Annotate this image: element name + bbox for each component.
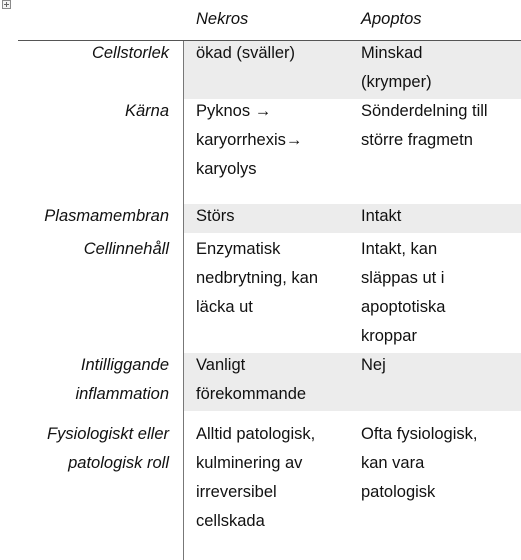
header-nekros: Nekros	[196, 10, 249, 28]
table-move-handle-icon[interactable]	[2, 0, 11, 9]
header-apoptos: Apoptos	[361, 10, 422, 28]
cell-apoptos-cellinnehall: Intakt, kan släppas ut i apoptotiska kroppar	[361, 240, 446, 345]
cell-apoptos-plasmamembran: Intakt	[361, 207, 402, 225]
row-label-cellinnehall: Cellinnehåll	[83, 240, 169, 258]
row-label-karna: Kärna	[124, 102, 169, 120]
cell-apoptos-roll: Ofta fysiologisk, kan vara patologisk	[361, 425, 478, 501]
cell-nekros-plasmamembran: Störs	[196, 207, 235, 225]
row-label-inflammation: Intilliggande inflammation	[75, 356, 169, 403]
comparison-table	[18, 0, 521, 560]
column-divider	[183, 41, 184, 560]
cell-nekros-cellstorlek: ökad (sväller)	[196, 44, 296, 62]
row-label-cellstorlek: Cellstorlek	[91, 44, 169, 62]
cell-nekros-inflammation: Vanligt förekommande	[196, 356, 307, 403]
row-label-roll: Fysiologiskt eller patologisk roll	[47, 425, 169, 472]
cell-apoptos-karna: Sönderdelning till större fragmetn	[361, 102, 488, 149]
cell-nekros-roll: Alltid patologisk, kulminering av irreversibel cellskada	[196, 425, 316, 530]
row-label-plasmamembran: Plasmamembran	[44, 207, 169, 225]
row-band-plasmamembran	[184, 204, 521, 233]
cell-apoptos-inflammation: Nej	[361, 356, 386, 374]
cell-nekros-cellinnehall: Enzymatisk nedbrytning, kan läcka ut	[196, 240, 319, 316]
cell-apoptos-cellstorlek: Minskad (krymper)	[361, 44, 432, 91]
cell-nekros-karna: Pyknos → karyorrhexis→ karyolys	[196, 102, 303, 178]
